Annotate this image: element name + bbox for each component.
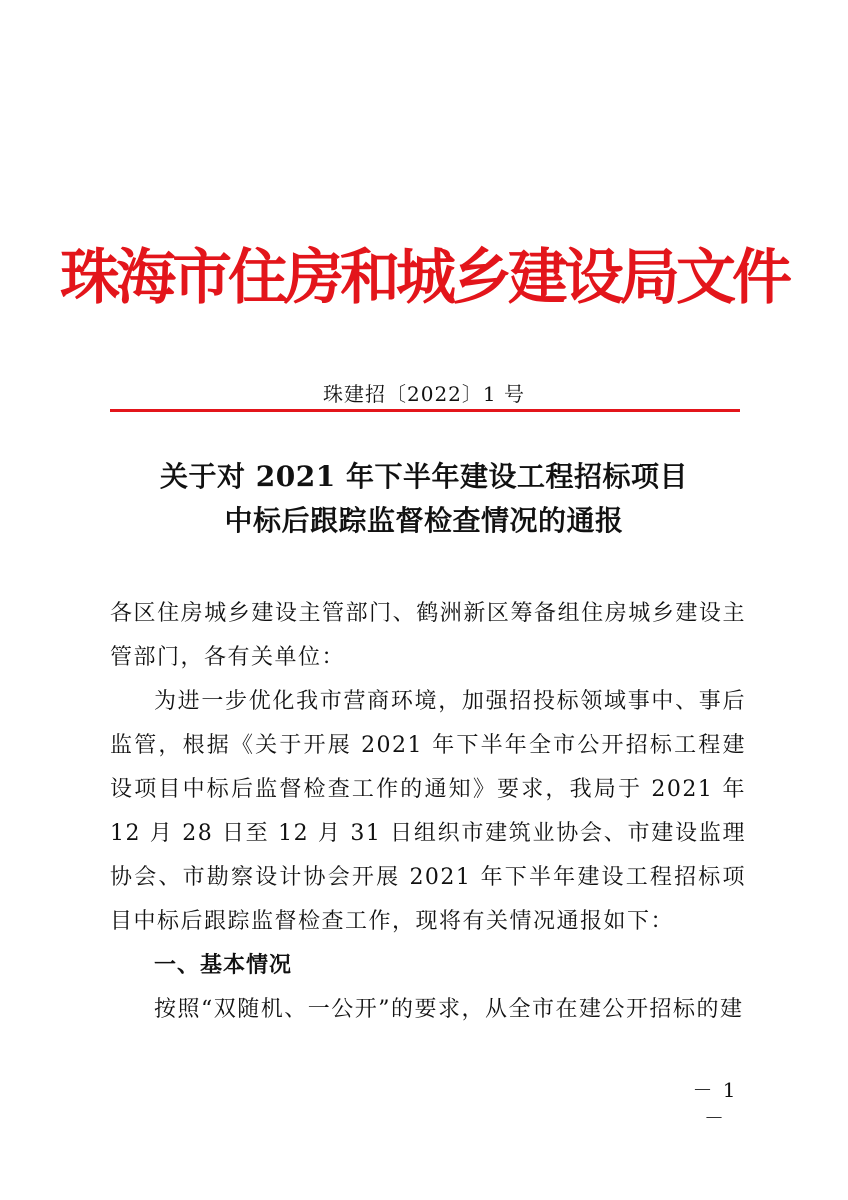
document-number: 珠建招〔2022〕1 号 (323, 382, 525, 406)
title-line-2: 中标后跟踪监督检查情况的通报 (224, 504, 624, 537)
paragraph-1: 为进一步优化我市营商环境，加强招投标领域事中、事后监管，根据《关于开展 2021 年下半年全市公开招标工程建设项目中标后监督检查工作的通知》要求，我局于 2021 年 12 月 28 日至 12 月 31 日组织市建筑业协会、市建设监理协会、市勘察设计协会开展 2021 年下半年建设工程招标项目中标后跟踪监督检查工作，现将有关情况通报如下： (110, 689, 746, 934)
section-1-heading: 一、基本情况 (154, 953, 293, 978)
document-body (110, 592, 746, 1032)
issuer-header: 珠海市住房和城乡建设局文件 (60, 243, 788, 313)
page-number: － 1 － (692, 1078, 738, 1130)
paragraph-2: 按照“双随机、一公开”的要求，从全市在建公开招标的建 (154, 997, 744, 1022)
red-divider-line (110, 409, 740, 412)
title-line-1: 关于对 2021 年下半年建设工程招标项目 (160, 460, 688, 493)
salutation: 各区住房城乡建设主管部门、鹤洲新区筹备组住房城乡建设主管部门，各有关单位： (110, 601, 746, 670)
document-title (0, 455, 848, 543)
